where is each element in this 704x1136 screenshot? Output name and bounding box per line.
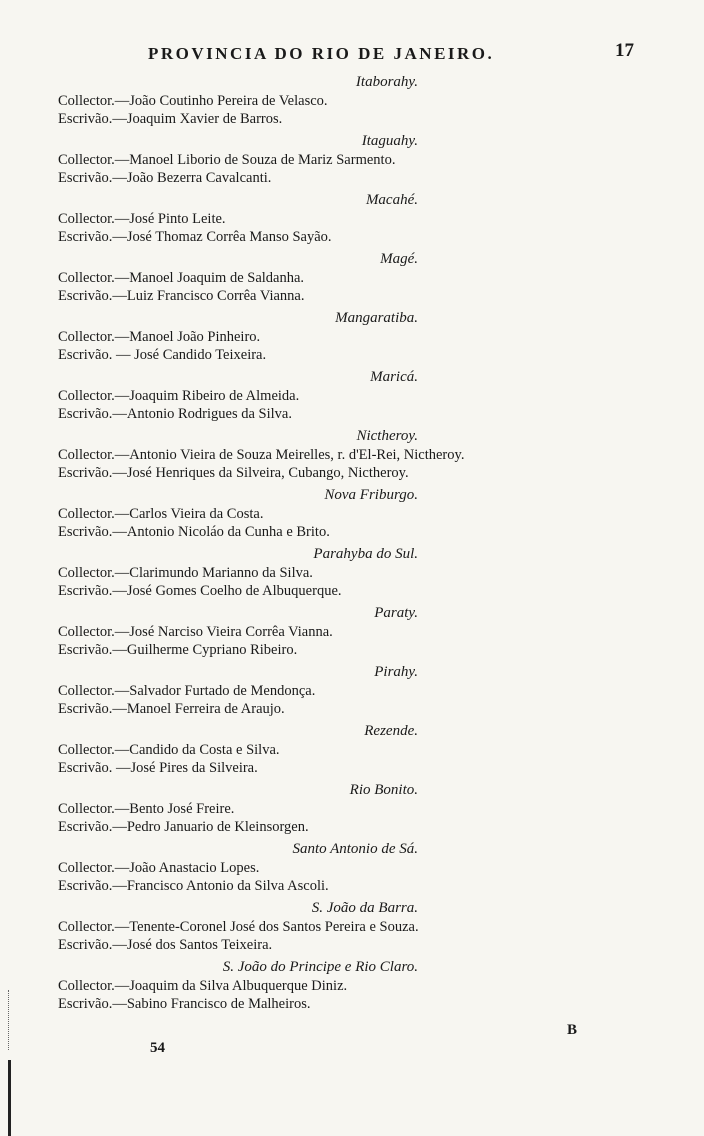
section-mangaratiba <box>58 308 578 367</box>
place-heading: Pirahy. <box>374 664 418 680</box>
place-heading: Nova Friburgo. <box>324 487 418 503</box>
section-nova-friburgo <box>58 485 578 544</box>
section-pirahy <box>58 662 578 721</box>
section-parahyba-do-sul <box>58 544 578 603</box>
section-itaguahy <box>58 131 578 190</box>
section-macahe <box>58 190 578 249</box>
place-heading: S. João do Principe e Rio Claro. <box>222 959 418 975</box>
collector-line: Collector.—Manoel João Pinheiro. <box>58 329 261 345</box>
place-heading: Rio Bonito. <box>349 782 418 798</box>
escrivao-line: Escrivão.—João Bezerra Cavalcanti. <box>58 170 272 186</box>
collector-line: Collector.—Antonio Vieira de Souza Meirelles, r. d'El-Rei, Nictheroy. <box>58 447 465 463</box>
section-nictheroy <box>58 426 578 485</box>
escrivao-line: Escrivão.—Antonio Nicoláo da Cunha e Brito. <box>58 524 330 540</box>
escrivao-line: Escrivão.—Manoel Ferreira de Araujo. <box>58 701 285 717</box>
escrivao-line: Escrivão. — José Candido Teixeira. <box>58 347 267 363</box>
place-heading: Mangaratiba. <box>335 310 418 326</box>
signature-number: 54 <box>150 1040 165 1056</box>
collector-line: Collector.—Salvador Furtado de Mendonça. <box>58 683 316 699</box>
page-header <box>60 40 660 70</box>
place-heading: Parahyba do Sul. <box>313 546 418 562</box>
escrivao-line: Escrivão.—José dos Santos Teixeira. <box>58 937 273 953</box>
collector-line: Collector.—Carlos Vieira da Costa. <box>58 506 264 522</box>
escrivao-line: Escrivão.—José Gomes Coelho de Albuquerque. <box>58 583 342 599</box>
place-heading: Paraty. <box>374 605 418 621</box>
place-heading: Macahé. <box>365 192 418 208</box>
section-s-joao-do-principe <box>58 957 578 1013</box>
place-heading: Magé. <box>380 251 418 267</box>
page-number: 17 <box>615 40 634 61</box>
collector-line: Collector.—José Narciso Vieira Corrêa Vianna. <box>58 624 333 640</box>
escrivao-line: Escrivão.—Antonio Rodrigues da Silva. <box>58 406 292 422</box>
section-santo-antonio-de-sa <box>58 839 578 898</box>
collector-line: Collector.—Manoel Liborio de Souza de Mariz Sarmento. <box>58 152 396 168</box>
collector-line: Collector.—Tenente-Coronel José dos Santos Pereira e Souza. <box>58 919 419 935</box>
escrivao-line: Escrivão.—Francisco Antonio da Silva Ascoli. <box>58 878 329 894</box>
collector-line: Collector.—João Coutinho Pereira de Velasco. <box>58 93 328 109</box>
place-heading: Maricá. <box>370 369 418 385</box>
collector-listing <box>58 72 578 1013</box>
escrivao-line: Escrivão. —José Pires da Silveira. <box>58 760 258 776</box>
running-title: PROVINCIA DO RIO DE JANEIRO. <box>148 44 495 63</box>
section-s-joao-da-barra <box>58 898 578 957</box>
escrivao-line: Escrivão.—Guilherme Cypriano Ribeiro. <box>58 642 298 658</box>
escrivao-line: Escrivão.—Pedro Januario de Kleinsorgen. <box>58 819 309 835</box>
section-mage <box>58 249 578 308</box>
collector-line: Collector.—Bento José Freire. <box>58 801 235 817</box>
collector-line: Collector.—Joaquim Ribeiro de Almeida. <box>58 388 300 404</box>
place-heading: Santo Antonio de Sá. <box>292 841 418 857</box>
collector-line: Collector.—Joaquim da Silva Albuquerque Diniz. <box>58 978 348 994</box>
section-rio-bonito <box>58 780 578 839</box>
margin-dotted-line <box>8 990 11 1050</box>
section-paraty <box>58 603 578 662</box>
escrivao-line: Escrivão.—Sabino Francisco de Malheiros. <box>58 996 311 1012</box>
collector-line: Collector.—Clarimundo Marianno da Silva. <box>58 565 313 581</box>
section-marica <box>58 367 578 426</box>
section-itaborahy <box>58 72 578 131</box>
escrivao-line: Escrivão.—Joaquim Xavier de Barros. <box>58 111 283 127</box>
place-heading: Itaguahy. <box>361 133 418 149</box>
collector-line: Collector.—José Pinto Leite. <box>58 211 226 227</box>
signature-mark: B <box>567 1022 578 1038</box>
section-rezende <box>58 721 578 780</box>
place-heading: Itaborahy. <box>355 74 418 90</box>
collector-line: Collector.—João Anastacio Lopes. <box>58 860 260 876</box>
place-heading: Rezende. <box>364 723 418 739</box>
escrivao-line: Escrivão.—José Henriques da Silveira, Cubango, Nictheroy. <box>58 465 409 481</box>
collector-line: Collector.—Candido da Costa e Silva. <box>58 742 280 758</box>
collector-line: Collector.—Manoel Joaquim de Saldanha. <box>58 270 305 286</box>
escrivao-line: Escrivão.—José Thomaz Corrêa Manso Sayão. <box>58 229 332 245</box>
binding-edge-line <box>8 1060 11 1136</box>
place-heading: S. João da Barra. <box>311 900 418 916</box>
place-heading: Nictheroy. <box>356 428 418 444</box>
escrivao-line: Escrivão.—Luiz Francisco Corrêa Vianna. <box>58 288 305 304</box>
